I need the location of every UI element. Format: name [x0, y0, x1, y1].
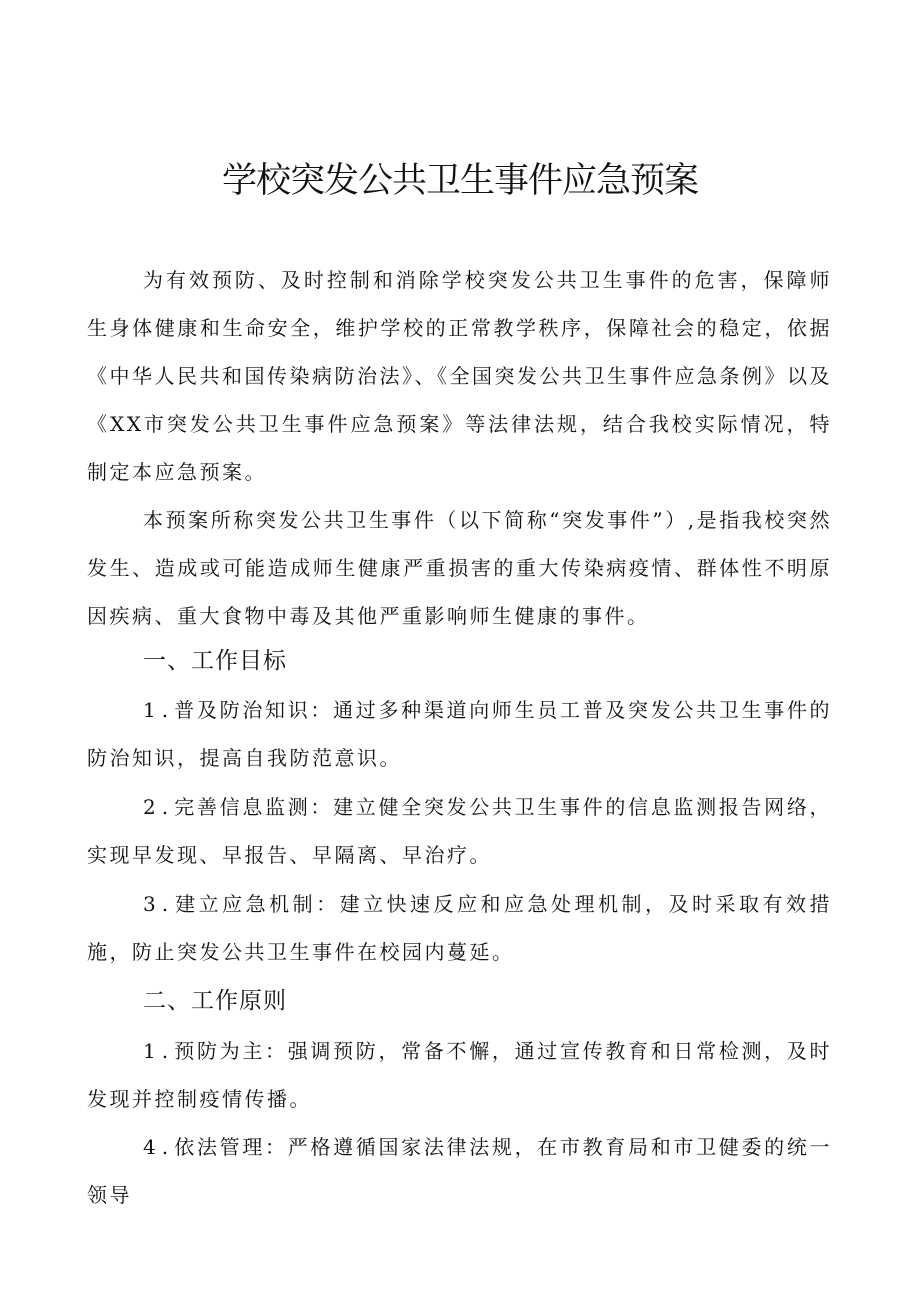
goal-item-3-text: 建立应急机制：建立快速反应和应急处理机制，及时采取有效措施，防止突发公共卫生事件在校园内蔓延。 — [87, 892, 832, 964]
principle-item-4 — [87, 1123, 832, 1219]
principle-item-4-number: 4. — [143, 1135, 175, 1159]
document-title: 学校突发公共卫生事件应急预案 — [221, 161, 698, 201]
goal-item-1-number: 1. — [143, 698, 175, 722]
section-heading-principles: 二、工作原则 — [143, 988, 287, 1014]
principle-item-4-text: 依法管理：严格遵循国家法律法规，在市教育局和市卫健委的统一领导 — [87, 1135, 832, 1207]
goal-item-1 — [87, 686, 832, 782]
goal-item-3 — [87, 880, 832, 976]
principle-item-1-text: 预防为主：强调预防，常备不懈，通过宣传教育和日常检测，及时发现并控制疫情传播。 — [87, 1039, 832, 1111]
section-heading-goals: 一、工作目标 — [143, 648, 287, 674]
goal-item-2-text: 完善信息监测：建立健全突发公共卫生事件的信息监测报告网络，实现早发现、早报告、早隔离、早治疗。 — [87, 795, 832, 867]
goal-item-1-text: 普及防治知识：通过多种渠道向师生员工普及突发公共卫生事件的防治知识，提高自我防范意识。 — [87, 698, 832, 770]
intro-paragraph: 为有效预防、及时控制和消除学校突发公共卫生事件的危害，保障师生身体健康和生命安全，维护学校的正常教学秩序，保障社会的稳定，依据《中华人民共和国传染病防治法》、《全国突发公共卫生事件应急条例》以及《XX市突发公共卫生事件应急预案》等法律法规，结合我校实际情况，特制定本应急预案。 — [87, 268, 832, 484]
definition-paragraph: 本预案所称突发公共卫生事件（以下简称“突发事件”）,是指我校突然发生、造成或可能造成师生健康严重损害的重大传染病疫情、群体性不明原因疾病、重大食物中毒及其他严重影响师生健康的事件。 — [87, 508, 832, 628]
goal-item-2-number: 2. — [143, 795, 175, 819]
goal-item-3-number: 3. — [143, 892, 175, 916]
principle-item-1 — [87, 1027, 832, 1123]
goal-item-2 — [87, 783, 832, 879]
principle-item-1-number: 1. — [143, 1039, 175, 1063]
